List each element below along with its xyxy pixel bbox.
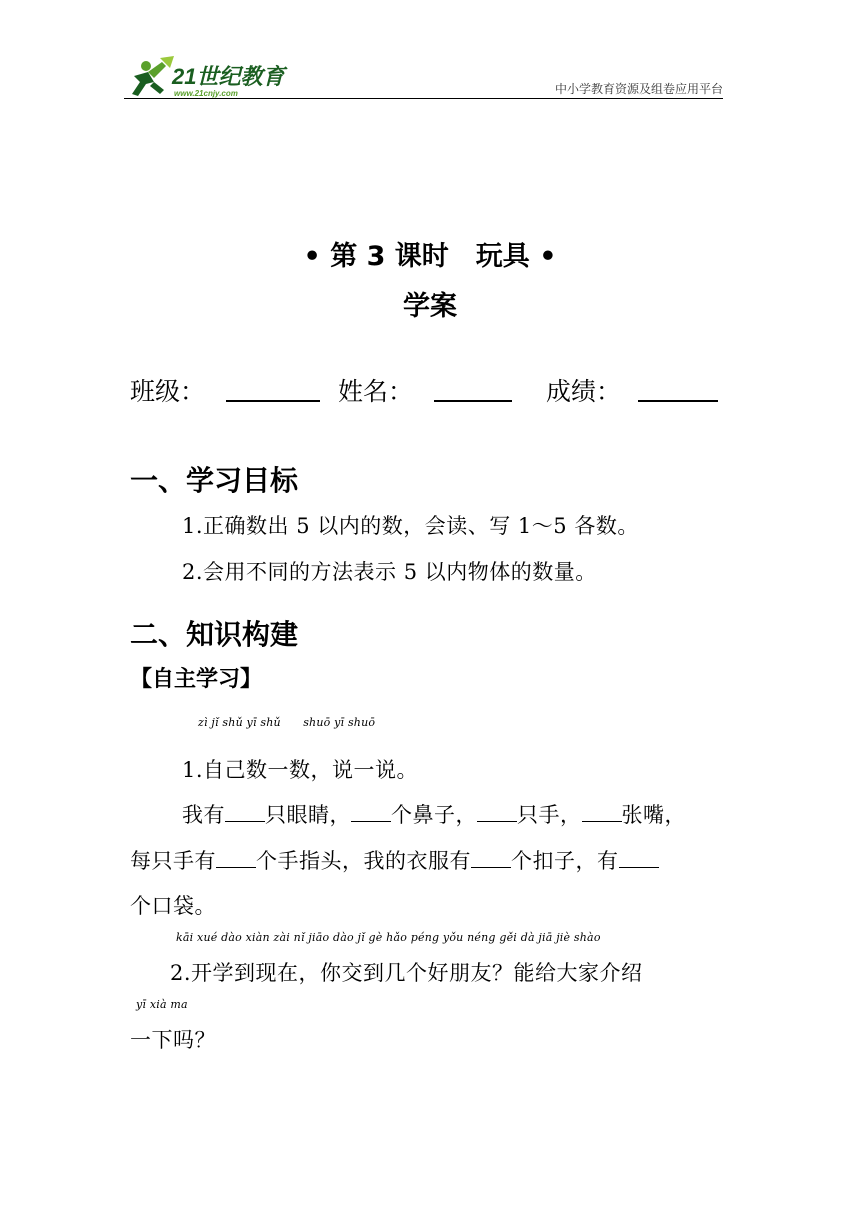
goal-1: 1.正确数出 5 以内的数，会读、写 1～5 各数。 [182, 514, 639, 538]
runner-logo-icon [124, 54, 294, 104]
answer-blank[interactable] [351, 801, 391, 822]
answer-blank[interactable] [471, 847, 511, 868]
header-divider [124, 98, 723, 99]
score-label: 成绩： [546, 377, 622, 406]
q2-pinyin-2: yī xià ma [136, 998, 188, 1011]
lesson-title: • 第 3 课时 玩具 • [303, 241, 557, 272]
svg-text:21世纪教育: 21世纪教育 [172, 64, 285, 89]
class-blank[interactable] [226, 372, 320, 402]
q1-line-1: 我有 只眼睛， 个鼻子， 只手， 张嘴， [182, 803, 686, 827]
logo [124, 54, 294, 104]
name-label: 姓名： [338, 377, 414, 406]
score-blank[interactable] [638, 372, 718, 402]
question-2: 2.开学到现在，你交到几个好朋友？能给大家介绍 [170, 961, 643, 985]
section-heading-goals: 一、学习目标 [130, 464, 299, 497]
q1-pinyin: zì jǐ shǔ yī shǔ shuō yī shuō [198, 716, 376, 729]
goal-2: 2.会用不同的方法表示 5 以内物体的数量。 [182, 560, 597, 584]
self-study-label: 【自主学习】 [130, 667, 263, 692]
lesson-subtitle: 学案 [403, 291, 457, 322]
platform-text: 中小学教育资源及组卷应用平台 [554, 82, 723, 96]
question-2-cont: 一下吗？ [130, 1028, 216, 1052]
answer-blank[interactable] [619, 847, 659, 868]
name-blank[interactable] [434, 372, 512, 402]
answer-blank[interactable] [582, 801, 622, 822]
answer-blank[interactable] [225, 801, 265, 822]
question-1: 1.自己数一数，说一说。 [182, 758, 419, 782]
svg-text:www.21cnjy.com: www.21cnjy.com [174, 89, 238, 98]
answer-blank[interactable] [216, 847, 256, 868]
section-heading-knowledge: 二、知识构建 [130, 618, 299, 651]
q1-line-2: 每只手有 个手指头，我的衣服有 个扣子，有 [130, 845, 659, 875]
answer-blank[interactable] [477, 801, 517, 822]
q2-pinyin-1: kāi xué dào xiàn zài nǐ jiāo dào jǐ gè hǎo péng yǒu néng gěi dà jiā jiè shào [176, 931, 601, 944]
class-label: 班级： [130, 377, 206, 406]
q1-line-3: 个口袋。 [130, 894, 216, 918]
